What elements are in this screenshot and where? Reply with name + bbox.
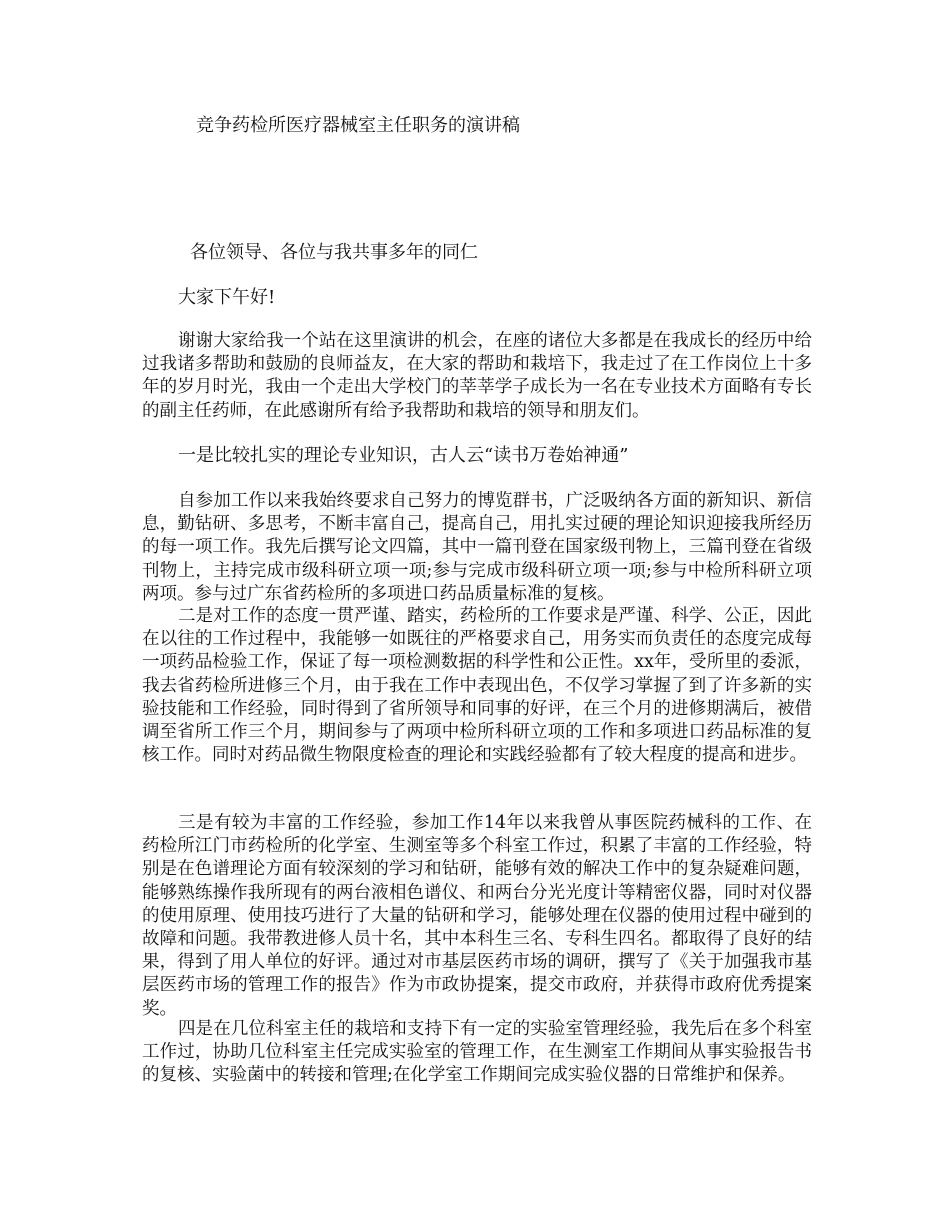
- document-title: 竞争药检所医疗器械室主任职务的演讲稿: [196, 115, 520, 136]
- section-heading-knowledge: 一是比较扎实的理论专业知识，古人云“读书万卷始神通”: [178, 445, 629, 466]
- paragraph-thanks: 谢谢大家给我一个站在这里演讲的机会，在座的诸位大多都是在我成长的经历中给过我诸多帮助和鼓励的良师益友，在大家的帮助和栽培下，我走过了在工作岗位上十多年的岁月时光，我由一个走出大学校门的莘莘学子成长为一名在专业技术方面略有专长的副主任药师，在此感谢所有给予我帮助和栽培的领导和朋友们。: [142, 331, 812, 421]
- salutation-line: 各位领导、各位与我共事多年的同仁: [190, 242, 478, 263]
- paragraph-management: 四是在几位科室主任的栽培和支持下有一定的实验室管理经验，我先后在多个科室工作过，协助几位科室主任完成实验室的管理工作，在生测室工作期间从事实验报告书的复核、实验菌中的转接和管理;在化学室工作期间完成实验仪器的日常维护和保养。: [142, 1019, 812, 1086]
- paragraph-experience: 三是有较为丰富的工作经验，参加工作14年以来我曾从事医院药械科的工作、在药检所江门市药检所的化学室、生测室等多个科室工作过，积累了丰富的工作经验，特别是在色谱理论方面有较深刻的学习和钻研，能够有效的解决工作中的复杂疑难问题，能够熟练操作我所现有的两台液相色谱仪、和两台分光光度计等精密仪器，同时对仪器的使用原理、使用技巧进行了大量的钻研和学习，能够处理在仪器的使用过程中碰到的故障和问题。我带教进修人员十名，其中本科生三名、专科生四名。都取得了良好的结果，得到了用人单位的好评。通过对市基层医药市场的调研，撰写了《关于加强我市基层医药市场的管理工作的报告》作为市政协提案，提交市政府，并获得市政府优秀提案奖。: [142, 813, 812, 1019]
- greeting-line: 大家下午好!: [178, 287, 276, 308]
- paragraph-study: 自参加工作以来我始终要求自己努力的博览群书，广泛吸纳各方面的新知识、新信息，勤钻研、多思考，不断丰富自己，提高自己，用扎实过硬的理论知识迎接我所经历的每一项工作。我先后撰写论文四篇，其中一篇刊登在国家级刊物上，三篇刊登在省级刊物上，主持完成市级科研立项一项;参与完成市级科研立项一项;参与中检所科研立项两项。参与过广东省药检所的多项进口药品质量标准的复核。: [142, 491, 812, 604]
- paragraph-attitude: 二是对工作的态度一贯严谨、踏实，药检所的工作要求是严谨、科学、公正，因此在以往的工作过程中，我能够一如既往的严格要求自己，用务实而负责任的态度完成每一项药品检验工作，保证了每一项检测数据的科学性和公正性。xx年，受所里的委派，我去省药检所进修三个月，由于我在工作中表现出色，不仅学习掌握了到了许多新的实验技能和工作经验，同时得到了省所领导和同事的好评，在三个月的进修期满后，被借调至省所工作三个月，期间参与了两项中检所科研立项的工作和多项进口药品标准的复核工作。同时对药品微生物限度检查的理论和实践经验都有了较大程度的提高和进步。: [142, 606, 812, 766]
